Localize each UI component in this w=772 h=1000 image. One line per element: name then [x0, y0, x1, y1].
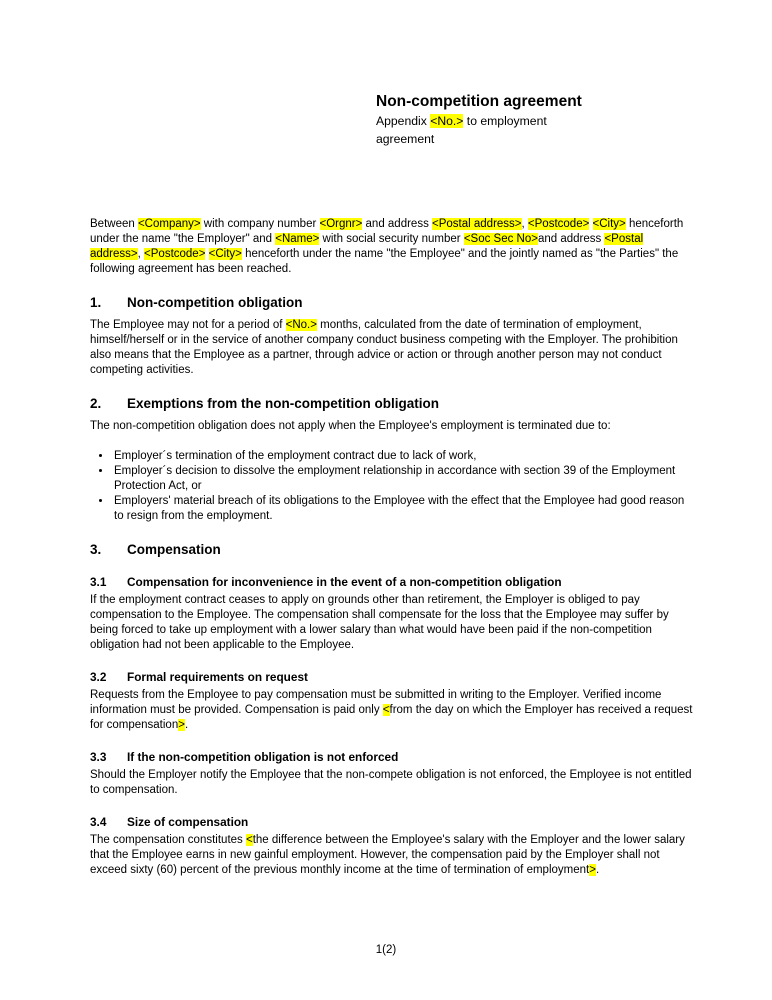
section-1-paragraph: The Employee may not for a period of <No.> months, calculated from the date of termination of employment, himself/herself or in the service of another company conduct business competing with the Employer. The prohibition also means that the Employee as a partner, through advice or action or through another person may not conduct competing activities. — [90, 319, 678, 376]
subsection-3-3-paragraph: Should the Employer notify the Employee that the non-compete obligation is not enforced, the Employee is not entitled to compensation. — [90, 769, 692, 796]
subsection-number: 3.1 — [90, 575, 107, 589]
bullet-item: • Employer´s termination of the employment contract due to lack of work, — [112, 449, 694, 464]
subsection-number: 3.2 — [90, 670, 107, 684]
subsection-number: 3.3 — [90, 750, 107, 764]
subsection-3-1-paragraph: If the employment contract ceases to apply on grounds other than retirement, the Employer is obliged to pay compensation to the Employee. The compensation shall compensate for the loss that the Employee may suffer by being forced to take up employment with a lower salary than what would have been paid if the non-competition obligation had not been applicable to the Employee. — [90, 594, 669, 651]
subsection-number: 3.4 — [90, 815, 107, 829]
document-content — [90, 0, 694, 878]
subsection-3-2-heading — [90, 670, 694, 685]
section-2-heading — [90, 395, 694, 412]
subsection-title: Size of compensation — [127, 815, 249, 829]
section-3 — [90, 541, 694, 878]
page-footer — [0, 943, 772, 958]
document-subtitle: Appendix <No.> to employment agreement — [376, 114, 547, 146]
section-1-heading — [90, 294, 694, 311]
subsection-3-4-heading — [90, 815, 694, 830]
section-number: 1. — [90, 295, 102, 310]
subsection-3-4 — [90, 815, 694, 878]
section-number: 2. — [90, 396, 102, 411]
intro-paragraph: Between <Company> with company number <Orgnr> and address <Postal address>, <Postcode> <City> henceforth under the name "the Employer" and <Name> with social security number <Soc Sec No>and address <Postal address>, <Postcode> <City> henceforth under the name "the Employee" and the jointly named as "the Parties" the following agreement has been reached. — [90, 218, 684, 275]
section-number: 3. — [90, 542, 102, 557]
subsection-3-3-heading — [90, 750, 694, 765]
section-title: Non-competition obligation — [127, 295, 303, 310]
section-1 — [90, 294, 694, 378]
bullet-item: • Employer´s decision to dissolve the employment relationship in accordance with section 39 of the Employment Protection Act, or — [112, 464, 694, 494]
subsection-title: Compensation for inconvenience in the event of a non-competition obligation — [127, 575, 562, 589]
subsection-3-2-paragraph: Requests from the Employee to pay compensation must be submitted in writing to the Employer. Verified income information must be provided. Compensation is paid only <from the day on which the Employer has received a request for compensation>. — [90, 689, 693, 731]
subsection-title: If the non-competition obligation is not enforced — [127, 750, 399, 764]
subsection-title: Formal requirements on request — [127, 670, 308, 684]
subsection-3-4-paragraph: The compensation constitutes <the difference between the Employee's salary with the Employer and the lower salary that the Employee earns in new gainful employment. However, the compensation paid by the Employer shall not exceed sixty (60) percent of the previous monthly income at the time of termination of employment>. — [90, 834, 685, 876]
title-block — [376, 92, 694, 148]
section-2 — [90, 395, 694, 524]
section-title: Compensation — [127, 542, 221, 557]
section-2-paragraph: The non-competition obligation does not apply when the Employee's employment is terminated due to: — [90, 420, 611, 432]
document-title: Non-competition agreement — [376, 93, 582, 110]
page-number: 1(2) — [375, 944, 397, 956]
section-title: Exemptions from the non-competition obligation — [127, 396, 439, 411]
section-3-heading — [90, 541, 694, 558]
subsection-3-3 — [90, 750, 694, 798]
bullet-item: • Employers' material breach of its obligations to the Employee with the effect that the Employee had good reason to resign from the employment. — [112, 494, 694, 524]
subsection-3-2 — [90, 670, 694, 733]
subsection-3-1 — [90, 575, 694, 653]
bullet-list — [90, 449, 694, 524]
subsection-3-1-heading — [90, 575, 694, 590]
